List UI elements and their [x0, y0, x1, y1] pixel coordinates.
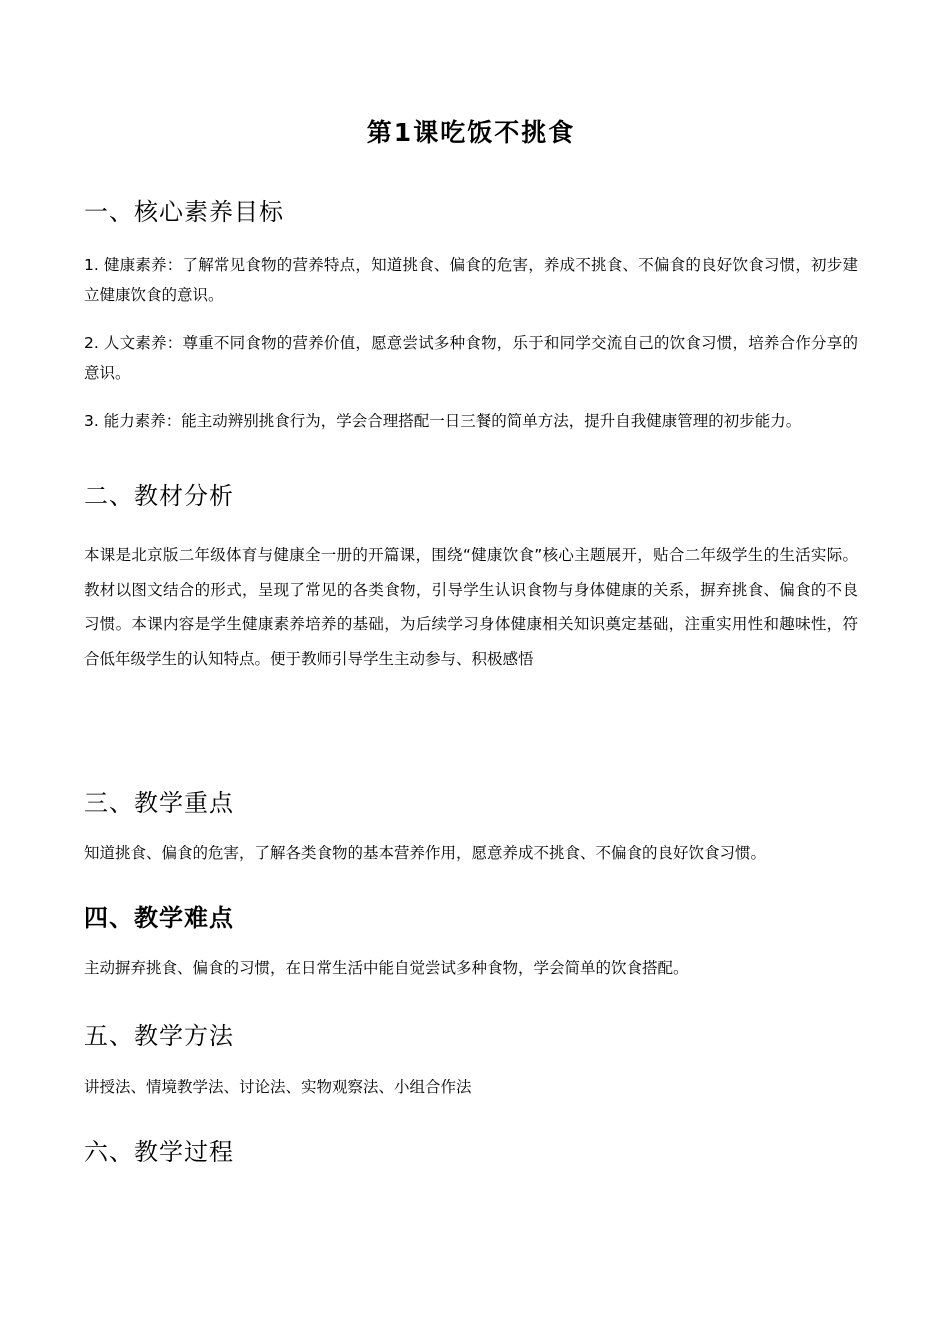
section-heading-core-goals: 一、核心素养目标 [84, 198, 284, 226]
goal-paragraph-humanities: 2. 人文素养：尊重不同食物的营养价值，愿意尝试多种食物，乐于和同学交流自己的饮食习惯，培养合作分享的意识。 [84, 334, 858, 382]
section-heading-key-points: 三、教学重点 [84, 789, 234, 817]
key-points-paragraph: 知道挑食、偏食的危害，了解各类食物的基本营养作用，愿意养成不挑食、不偏食的良好饮食习惯。 [84, 844, 767, 862]
section-heading-difficulties: 四、教学难点 [84, 904, 234, 932]
difficulties-paragraph: 主动摒弃挑食、偏食的习惯，在日常生活中能自觉尝试多种食物，学会简单的饮食搭配。 [84, 959, 689, 977]
goal-paragraph-health: 1. 健康素养：了解常见食物的营养特点，知道挑食、偏食的危害，养成不挑食、不偏食的良好饮食习惯，初步建立健康饮食的意识。 [84, 256, 858, 304]
textbook-analysis-paragraph: 本课是北京版二年级体育与健康全一册的开篇课，围绕“健康饮食”核心主题展开，贴合二年级学生的生活实际。教材以图文结合的形式，呈现了常见的各类食物，引导学生认识食物与身体健康的关系，摒弃挑食、偏食的不良习惯。本课内容是学生健康素养培养的基础，为后续学习身体健康相关知识奠定基础，注重实用性和趣味性，符合低年级学生的认知特点。便于教师引导学生主动参与、积极感悟 [84, 546, 858, 668]
document-title: 第1课吃饭不挑食 [366, 118, 576, 147]
section-heading-textbook-analysis: 二、教材分析 [84, 482, 234, 510]
section-heading-process: 六、教学过程 [84, 1138, 234, 1166]
section-heading-methods: 五、教学方法 [84, 1022, 234, 1050]
goal-paragraph-ability: 3. 能力素养：能主动辨别挑食行为，学会合理搭配一日三餐的简单方法，提升自我健康管理的初步能力。 [84, 412, 802, 430]
methods-paragraph: 讲授法、情境教学法、讨论法、实物观察法、小组合作法 [84, 1078, 472, 1096]
